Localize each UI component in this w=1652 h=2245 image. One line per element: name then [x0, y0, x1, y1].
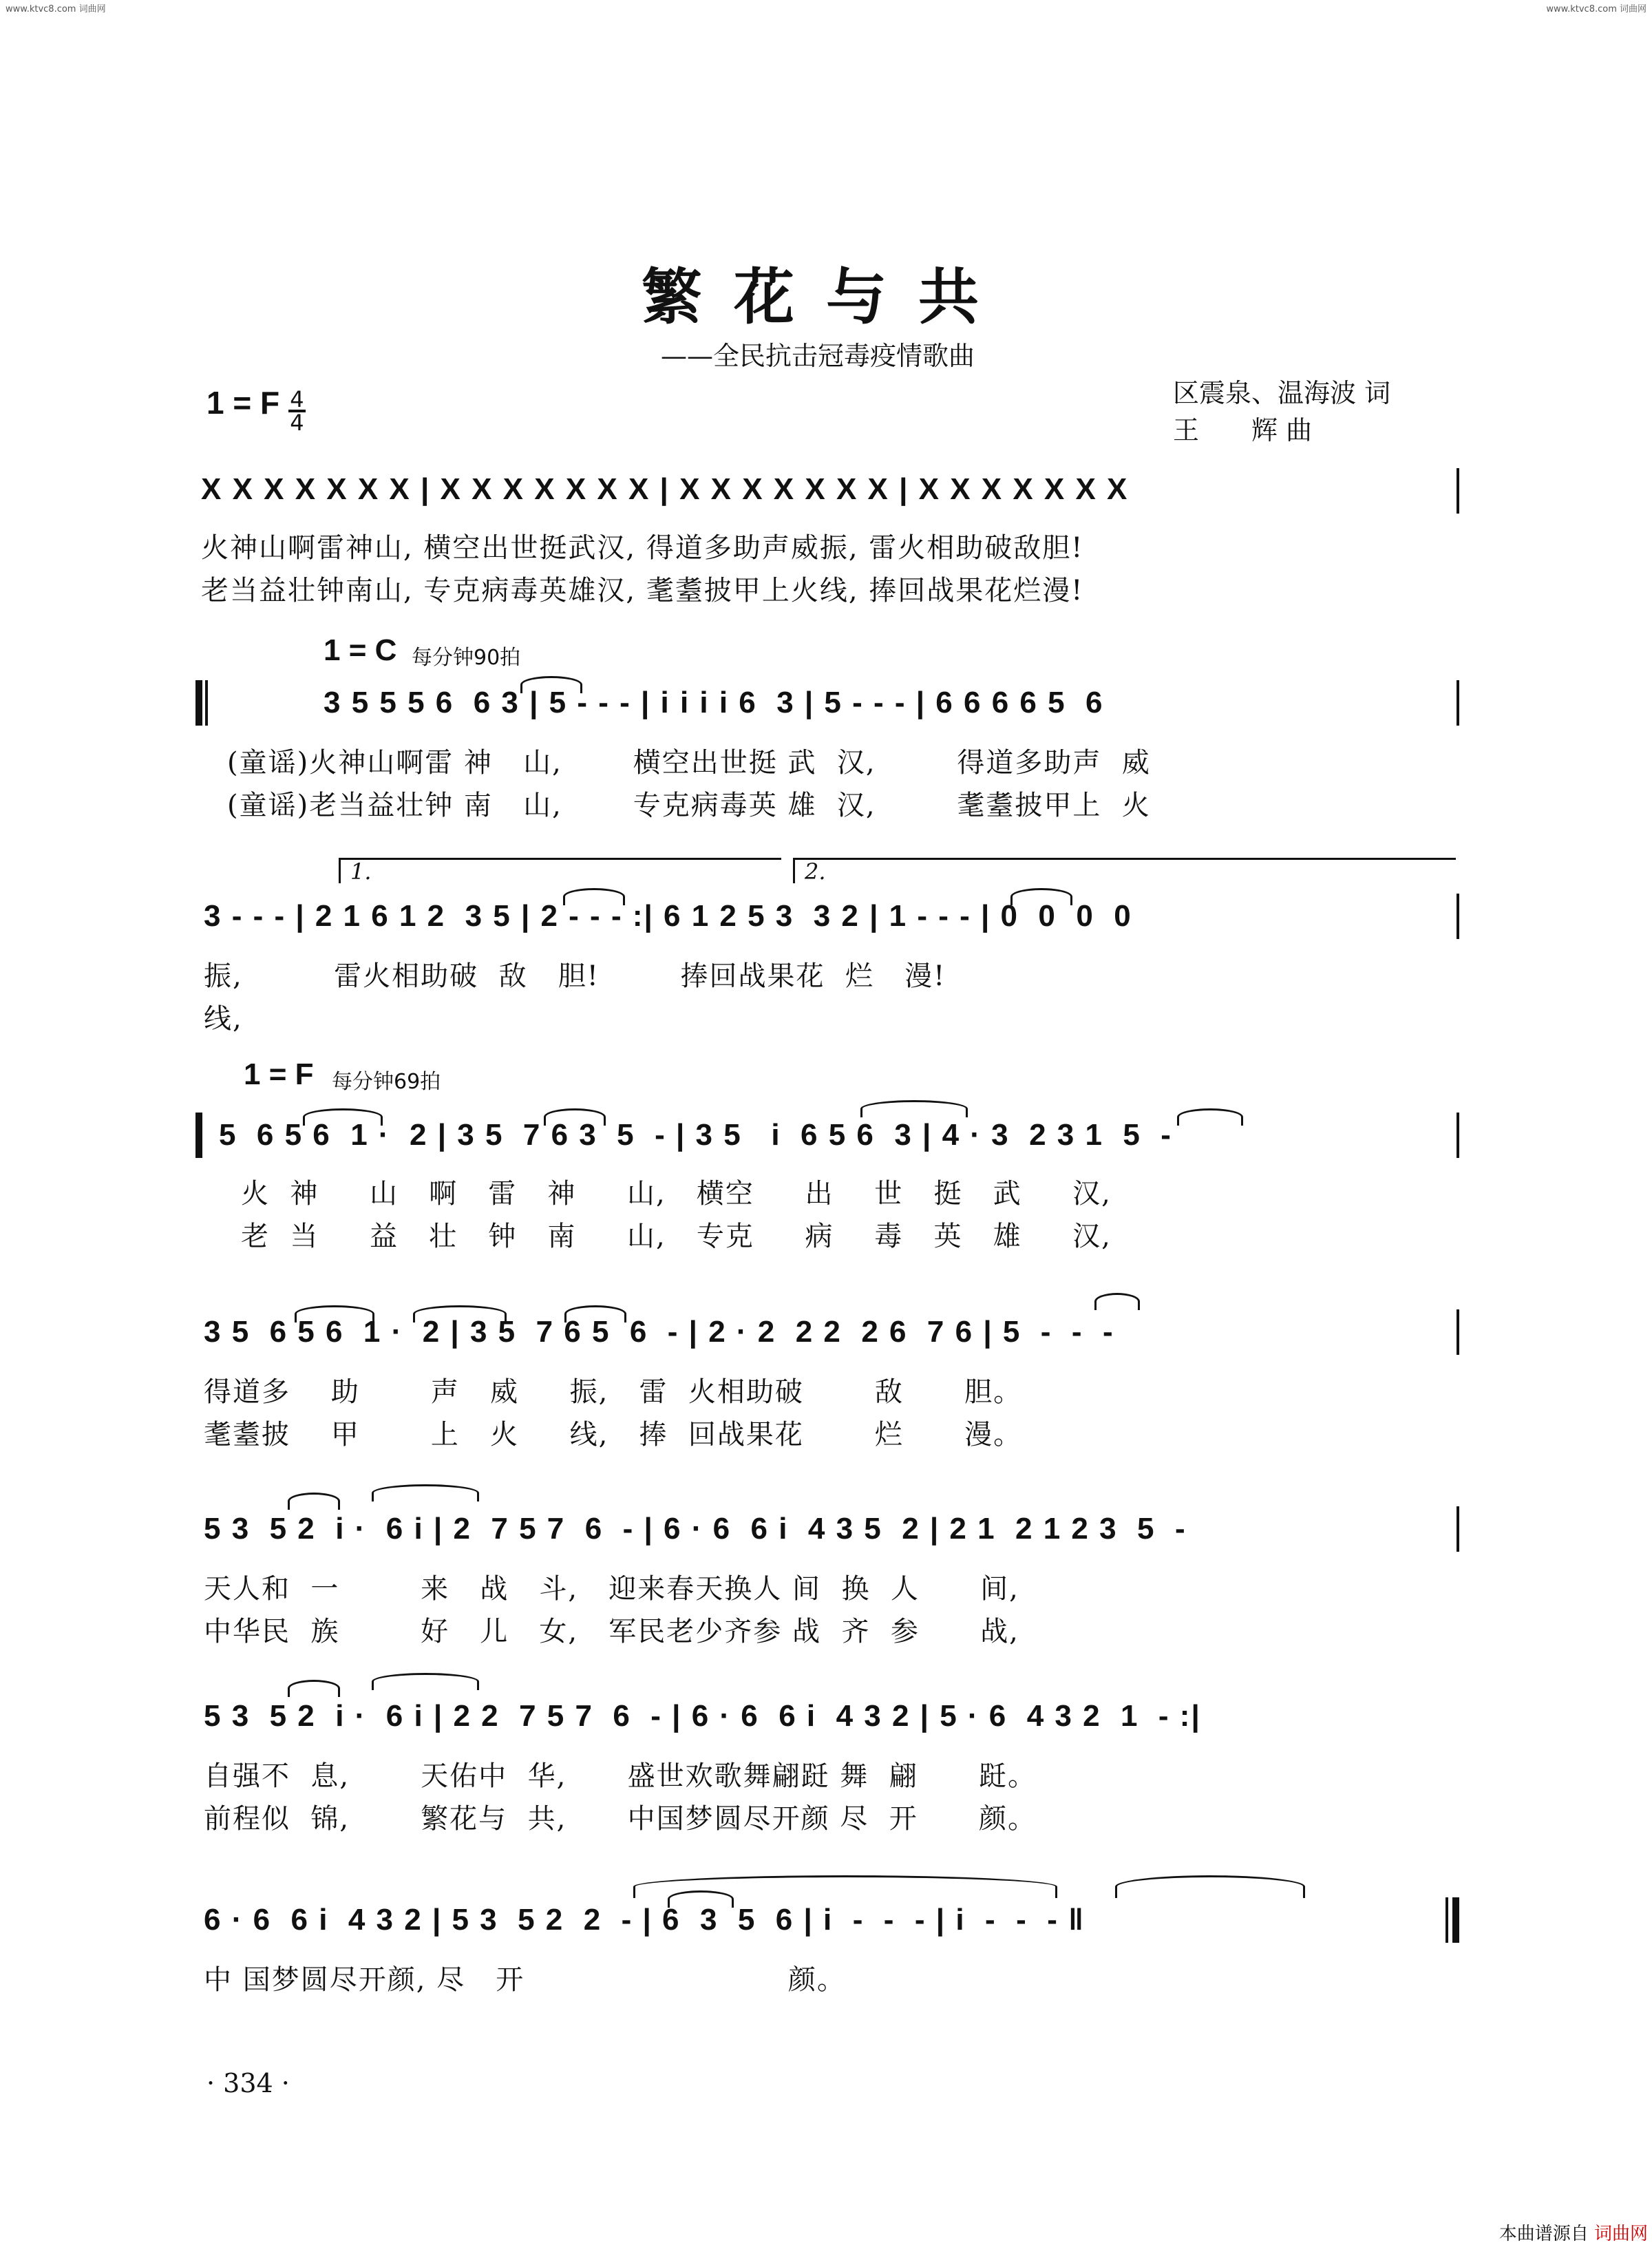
- repeat-start-bar: [195, 1113, 202, 1158]
- slur: [413, 1305, 507, 1322]
- slur: [288, 1493, 340, 1510]
- lyrics-verse-1: 天人和 一 来 战 斗, 迎来春天换人 间 换 人 间,: [204, 1573, 1019, 1605]
- lyrics-verse-2: 耄耋披 甲 上 火 线, 捧 回战果花 烂 漫。: [204, 1419, 1023, 1451]
- slur: [1177, 1108, 1243, 1126]
- song-title: 繁花与共: [641, 261, 1010, 333]
- lyrics-verse-1: 火神山啊雷神山, 横空出世挺武汉, 得道多助声威振, 雷火相助破敌胆!: [201, 532, 1084, 564]
- slur: [520, 676, 582, 693]
- notes-line: 3 - - - | 2 1 6 1 2 3 5 | 2 - - - :| 6 1 2 5 3 3 2 | 1 - - - | 0 0 0 0: [204, 899, 1132, 933]
- slur: [1010, 888, 1072, 905]
- barline: [1457, 680, 1459, 726]
- slur: [303, 1108, 383, 1126]
- notes-line: 5 3 5 2 i · 6 i | 2 7 5 7 6 - | 6 · 6 6 i 4 3 5 2 | 2 1 2 1 2 3 5 -: [204, 1512, 1187, 1546]
- slur: [564, 1305, 626, 1322]
- footer-text: 本曲谱源自: [1499, 2224, 1589, 2244]
- key-signature: [206, 384, 306, 436]
- page-number: · 334 ·: [206, 2068, 290, 2098]
- watermark-left: www.ktvc8.com 词曲网: [6, 4, 106, 14]
- lyrics-verse-2: 前程似 锦, 繁花与 共, 中国梦圆尽开颜 尽 开 颜。: [204, 1803, 1037, 1835]
- composer-credit: 王 辉 曲: [1173, 415, 1313, 445]
- footer: [1499, 2220, 1648, 2245]
- lyrics-verse-1: (童谣)火神山啊雷 神 山, 横空出世挺 武 汉, 得道多助声 威: [227, 747, 1151, 779]
- barline: [1457, 468, 1459, 514]
- lyricist-credit: 区震泉、温海波 词: [1173, 378, 1391, 408]
- notes-line: 5 3 5 2 i · 6 i | 2 2 7 5 7 6 - | 6 · 6 6 i 4 3 2 | 5 · 6 4 3 2 1 - :|: [204, 1699, 1201, 1733]
- slur: [860, 1100, 968, 1117]
- slur: [288, 1680, 340, 1697]
- time-bottom: 4: [290, 409, 304, 436]
- time-signature: [288, 386, 305, 436]
- lyrics-verse-1: 中 国梦圆尽开颜, 尽 开 颜。: [204, 1964, 846, 1996]
- lyrics-verse-1: 得道多 助 声 威 振, 雷 火相助破 敌 胆。: [204, 1376, 1023, 1408]
- time-top: 4: [290, 386, 304, 412]
- slur: [544, 1108, 606, 1126]
- key-change: 1 = C: [324, 633, 397, 667]
- lyrics-verse-2: 线,: [204, 1003, 243, 1035]
- barline: [1457, 1506, 1459, 1552]
- final-bar-thin: [1446, 1897, 1448, 1943]
- notes-line: 3 5 6 5 6 1 · 2 | 3 5 7 6 5 6 - | 2 · 2 2 2 2 6 7 6 | 5 - - -: [204, 1315, 1114, 1349]
- slur: [372, 1484, 479, 1501]
- key-label: 1 = F: [206, 385, 280, 421]
- lyrics-verse-2: 中华民 族 好 儿 女, 军民老少齐参 战 齐 参 战,: [204, 1616, 1019, 1647]
- slur: [372, 1673, 479, 1690]
- tempo-mark: 每分钟69拍: [332, 1070, 441, 1094]
- slur: [1115, 1875, 1305, 1898]
- slur: [1094, 1293, 1140, 1310]
- final-bar-thick: [1452, 1897, 1459, 1943]
- footer-brand: 词曲网: [1593, 2224, 1648, 2244]
- lyrics-verse-1: 火 神 山 啊 雷 神 山, 横空 出 世 挺 武 汉,: [241, 1178, 1112, 1210]
- notes-line: 3 5 5 5 6 6 3 | 5 - - - | i i i i 6 3 | 5 - - - | 6 6 6 6 5 6: [324, 686, 1104, 719]
- key-change: 1 = F: [244, 1057, 314, 1091]
- slur: [563, 888, 625, 905]
- repeat-start-bar: [195, 680, 202, 726]
- volta-1: 1.: [339, 858, 781, 883]
- lyrics-verse-2: 老当益壮钟南山, 专克病毒英雄汉, 耄耋披甲上火线, 捧回战果花烂漫!: [201, 575, 1084, 607]
- barline: [1457, 894, 1459, 939]
- song-subtitle: ——全民抗击冠毒疫情歌曲: [661, 341, 975, 371]
- notes-line: 5 6 5 6 1 · 2 | 3 5 7 6 3 5 - | 3 5 i 6 5 6 3 | 4 · 3 2 3 1 5 -: [219, 1118, 1172, 1152]
- watermark-right: www.ktvc8.com 词曲网: [1546, 4, 1646, 14]
- barline: [1457, 1113, 1459, 1158]
- barline: [1457, 1309, 1459, 1355]
- repeat-start-thin: [205, 680, 208, 726]
- volta-2: 2.: [793, 858, 1456, 883]
- lyrics-verse-2: (童谣)老当益壮钟 南 山, 专克病毒英 雄 汉, 耄耋披甲上 火: [227, 790, 1151, 821]
- lyrics-verse-1: 振, 雷火相助破 敌 胆! 捧回战果花 烂 漫!: [204, 960, 946, 992]
- lyrics-verse-2: 老 当 益 壮 钟 南 山, 专克 病 毒 英 雄 汉,: [241, 1221, 1112, 1252]
- tempo-mark: 每分钟90拍: [412, 646, 521, 670]
- slur: [295, 1305, 374, 1322]
- notes-line: X X X X X X X | X X X X X X X | X X X X X X X | X X X X X X X: [201, 472, 1129, 506]
- slur: [668, 1890, 734, 1908]
- lyrics-verse-1: 自强不 息, 天佑中 华, 盛世欢歌舞翩跹 舞 翩 跹。: [204, 1760, 1037, 1792]
- notes-line: 6 · 6 6 i 4 3 2 | 5 3 5 2 2 - | 6 3 5 6 | i - - - | i - - - ‖: [204, 1903, 1085, 1937]
